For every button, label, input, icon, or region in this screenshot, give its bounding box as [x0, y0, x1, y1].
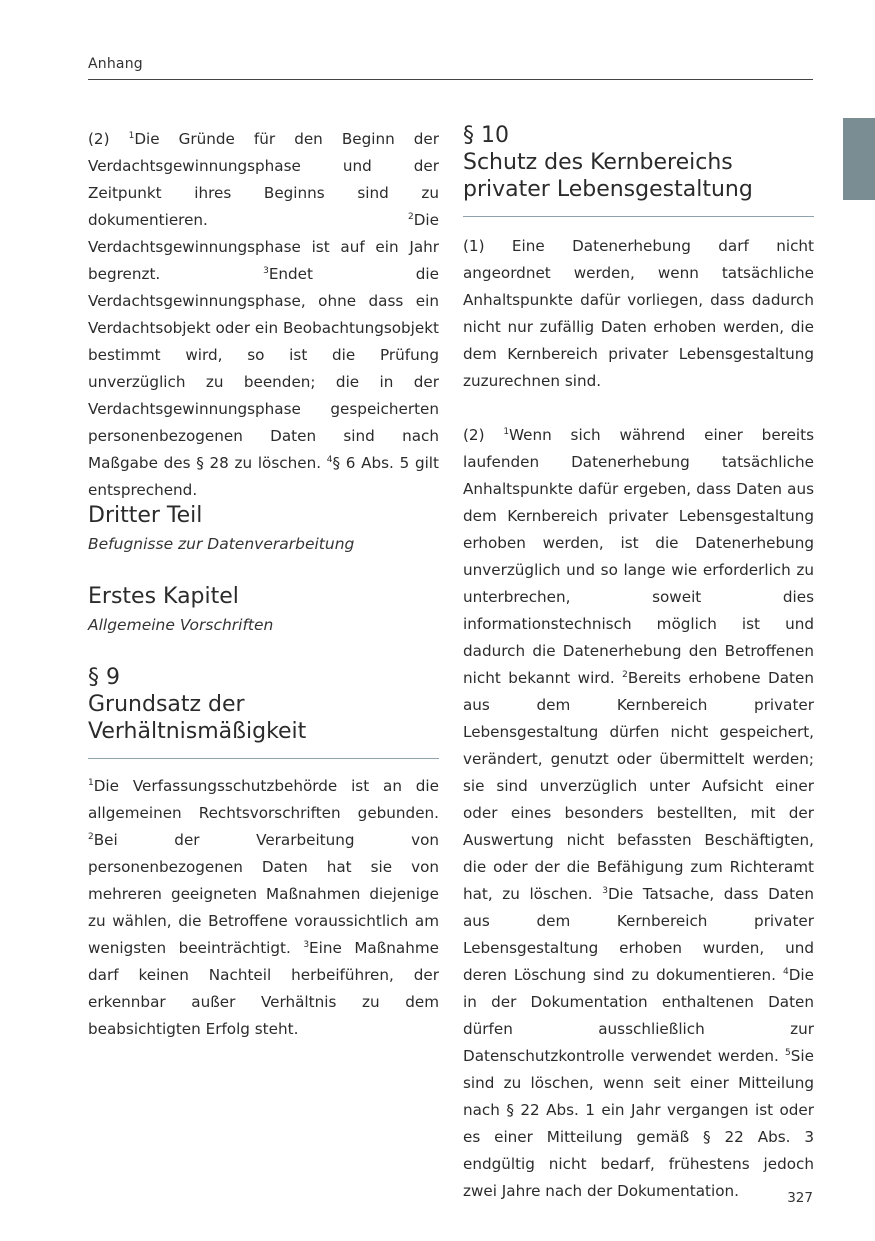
sentence-number: 2 — [88, 832, 94, 842]
chapter-subtitle: Allgemeine Vorschriften — [88, 616, 274, 634]
sentence-number: 3 — [303, 940, 310, 950]
page-number: 327 — [787, 1190, 813, 1206]
chapter-tab-marker — [843, 118, 875, 200]
sentence-number: 5 — [785, 1048, 791, 1058]
right-paragraph-1: (1) Eine Datenerhebung darf nicht angeordnet werden, wenn tatsächliche Anhaltspunkte dafür vorliegen, dass dadurch nicht nur zufällig Daten erhoben werden, die dem Kernbereich privater Lebensgestaltung zuzurechnen sind. — [463, 237, 814, 390]
sentence-number: 1 — [503, 427, 510, 437]
section-10-heading — [463, 122, 814, 203]
header-rule — [88, 79, 813, 80]
sentence-number: 3 — [263, 266, 269, 276]
part-subtitle: Befugnisse zur Datenverarbeitung — [88, 535, 355, 553]
sentence-number: 1 — [128, 131, 135, 141]
sentence-number: 4 — [326, 455, 333, 465]
sentence-number: 3 — [602, 886, 608, 896]
section-title-line-2: Verhältnismäßigkeit — [88, 719, 307, 744]
running-head: Anhang — [88, 56, 143, 72]
section-number: § 9 — [88, 665, 120, 690]
chapter-title: Erstes Kapitel — [88, 584, 239, 609]
section-10-rule — [463, 216, 814, 217]
section-9-rule — [88, 758, 439, 759]
section-number: § 10 — [463, 123, 509, 148]
section-title-line-2: privater Lebensgestaltung — [463, 177, 753, 202]
section-title-line-1: Schutz des Kernbereichs — [463, 150, 733, 175]
sentence-number: 4 — [783, 967, 789, 977]
section-9-text: $^1$Die Verfassungsschutzbehörde ist an die allgemeinen Rechtsvorschriften gebunden. $^2$Bei der Verarbeitung von personenbezogenen Daten hat sie von mehreren geeigneten Maßnahmen diejenige zu wählen, die Betroffene voraussichtlich am wenigsten beeinträchtigt. $^3$Eine Maßnahme darf keinen Nachteil herbeiführen, der erkennbar außer Verhältnis zu dem beabsichtigten Erfolg steht. — [88, 777, 439, 1038]
section-9-heading — [88, 664, 439, 745]
sentence-number: 2 — [408, 212, 414, 222]
section-title-line-1: Grundsatz der — [88, 692, 245, 717]
sentence-number: 1 — [88, 778, 94, 788]
left-paragraph-2: (2) $^1$Die Gründe für den Beginn der Verdachtsgewinnungsphase und der Zeitpunkt ihres Beginns sind zu dokumentieren. $^2$Die Verdachtsgewinnungsphase ist auf ein Jahr begrenzt. $^3$Endet die Verdachtsgewinnungsphase, ohne dass ein Verdachtsobjekt oder ein Beobachtungsobjekt bestimmt wird, so ist die Prüfung unverzüglich zu beenden; die in der Verdachtsgewinnungsphase gespeicherten personenbezogenen Daten sind nach Maßgabe des § 28 zu löschen. $^4$§ 6 Abs. 5 gilt entsprechend. — [88, 130, 440, 499]
sentence-number: 2 — [622, 670, 628, 680]
part-title: Dritter Teil — [88, 503, 203, 528]
right-paragraph-2: (2) $^1$Wenn sich während einer bereits laufenden Datenerhebung tatsächliche Anhaltspunkte dafür ergeben, dass Daten aus dem Kernbereich privater Lebensgestaltung erhoben werden, ist die Datenerhebung unverzüglich und so lange wie erforderlich zu unterbrechen, soweit dies informationstechnisch möglich ist und dadurch die Datenerhebung den Betroffenen nicht bekannt wird. $^2$Bereits erhobene Daten aus dem Kernbereich privater Lebensgestaltung dürfen nicht gespeichert, verändert, genutzt oder übermittelt werden; sie sind unverzüglich unter Aufsicht einer oder eines besonders bestellten, mit der Auswertung nicht befassten Beschäftigten, die oder der die Befähigung zum Richteramt hat, zu löschen. $^3$Die Tatsache, dass Daten aus dem Kernbereich privater Lebensgestaltung erhoben wurden, und deren Löschung sind zu dokumentieren. $^4$Die in der Dokumentation enthaltenen Daten dürfen ausschließlich zur Datenschutzkontrolle verwendet werden. $^5$Sie sind zu löschen, wenn seit einer Mitteilung nach § 22 Abs. 1 ein Jahr vergangen ist oder es einer Mitteilung gemäß § 22 Abs. 3 endgültig nicht bedarf, frühestens jedoch zwei Jahre nach der Dokumentation. — [463, 426, 815, 1200]
